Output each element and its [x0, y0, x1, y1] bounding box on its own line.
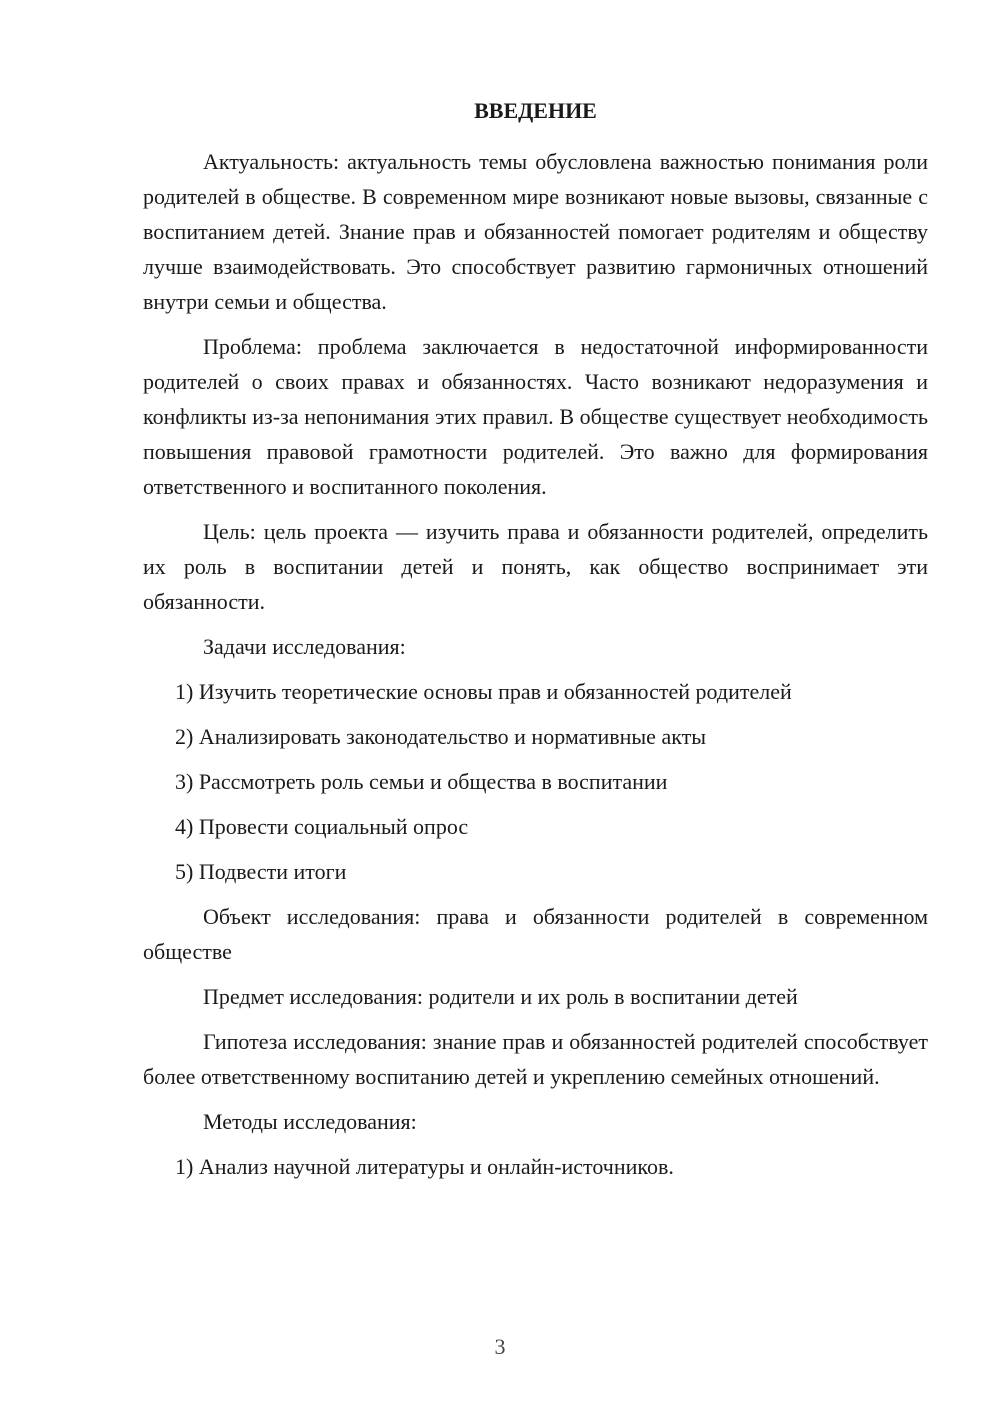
tasks-heading: Задачи исследования:: [203, 634, 406, 659]
task-item-3: 3) Рассмотреть роль семьи и общества в воспитании: [175, 769, 668, 794]
section-title: ВВЕДЕНИЕ: [474, 98, 597, 123]
task-item-5: 5) Подвести итоги: [175, 859, 347, 884]
task-item-4: 4) Провести социальный опрос: [175, 814, 469, 839]
relevance-paragraph: Актуальность: актуальность темы обусловлена важностью понимания роли родителей в обществе. В современном мире возникают новые вызовы, связанные с воспитанием детей. Знание прав и обязанностей помогает родителям и обществу лучше взаимодействовать. Это способствует развитию гармоничных отношений внутри семьи и общества.: [143, 149, 928, 314]
page-number: 3: [494, 1334, 506, 1359]
goal-paragraph: Цель: цель проекта — изучить права и обязанности родителей, определить их роль в воспитании детей и понять, как общество воспринимает эти обязанности.: [143, 519, 928, 614]
task-item-2: 2) Анализировать законодательство и нормативные акты: [175, 724, 706, 749]
methods-list: [143, 1149, 928, 1184]
document-page: [143, 96, 928, 1194]
subject-paragraph: Предмет исследования: родители и их роль в воспитании детей: [203, 984, 798, 1009]
object-paragraph: Объект исследования: права и обязанности родителей в современном обществе: [143, 904, 928, 964]
hypothesis-paragraph: Гипотеза исследования: знание прав и обязанностей родителей способствует более ответственному воспитанию детей и укреплению семейных отношений.: [143, 1029, 928, 1089]
method-item-1: 1) Анализ научной литературы и онлайн-источников.: [175, 1154, 674, 1179]
tasks-list: [143, 674, 928, 889]
task-item-1: 1) Изучить теоретические основы прав и обязанностей родителей: [175, 679, 792, 704]
methods-heading: Методы исследования:: [203, 1109, 417, 1134]
problem-paragraph: Проблема: проблема заключается в недостаточной информированности родителей о своих правах и обязанностях. Часто возникают недоразумения и конфликты из-за непонимания этих правил. В обществе существует необходимость повышения правовой грамотности родителей. Это важно для формирования ответственного и воспитанного поколения.: [143, 334, 928, 499]
